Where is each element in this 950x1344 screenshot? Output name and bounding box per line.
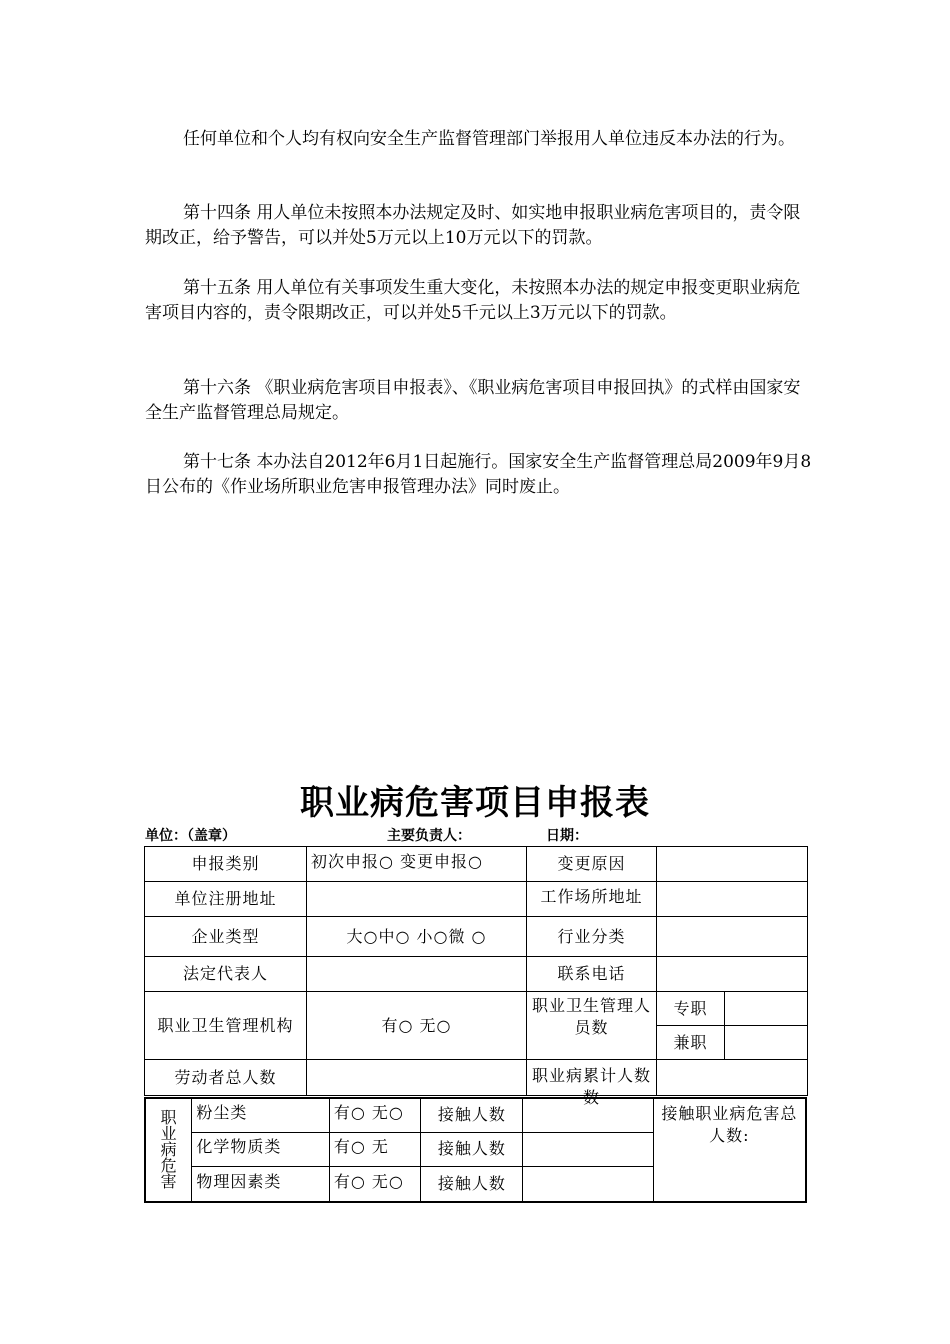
label-part-time: 兼职 (657, 1026, 725, 1060)
paragraph-article-14 (145, 201, 815, 251)
contact-count-field[interactable] (523, 1166, 653, 1202)
hazard-choice-text: 有○ 无○ (333, 1103, 404, 1123)
hazard-name (192, 1132, 329, 1166)
hazard-choice-text: 有○ 无○ (333, 1171, 404, 1191)
health-staff-text: 职业卫生管理人员数 (531, 995, 651, 1037)
label-workers-total: 劳动者总人数 (145, 1060, 307, 1096)
hazard-choice[interactable] (329, 1166, 421, 1202)
hazard-side-text: 职业病危害 (160, 1108, 177, 1191)
report-type-options[interactable] (307, 847, 527, 882)
hazard-side-label (145, 1098, 192, 1202)
disease-total-field[interactable] (657, 1060, 808, 1096)
label-health-staff (527, 992, 657, 1060)
hazard-name (192, 1166, 329, 1202)
paragraph-text: 任何单位和个人均有权向安全生产监督管理部门举报用人单位违反本办法的行为。 (183, 129, 795, 149)
label-reg-address: 单位注册地址 (145, 882, 307, 917)
label-industry: 行业分类 (527, 917, 657, 957)
phone-field[interactable] (657, 957, 808, 992)
hazard-choice[interactable] (329, 1132, 421, 1166)
label-health-org: 职业卫生管理机构 (145, 992, 307, 1060)
date-label: 日期： (546, 828, 588, 844)
workers-total-field[interactable] (307, 1060, 527, 1096)
label-report-type: 申报类别 (145, 847, 307, 882)
label-disease-total (527, 1060, 657, 1107)
health-org-options[interactable]: 有○ 无○ (307, 992, 527, 1060)
reg-address-field[interactable] (307, 882, 527, 917)
paragraph-article-16 (145, 376, 815, 426)
label-legal-rep: 法定代表人 (145, 957, 307, 992)
paragraph-report-right (145, 127, 815, 152)
label-change-reason: 变更原因 (527, 847, 657, 882)
part-time-field[interactable] (725, 1026, 808, 1060)
hazard-name-text: 化学物质类 (196, 1137, 282, 1156)
hazard-table (144, 1097, 807, 1203)
unit-label: 单位：（盖章） (145, 828, 236, 844)
label-enterprise-type: 企业类型 (145, 917, 307, 957)
change-reason-field[interactable] (657, 847, 808, 882)
industry-field[interactable] (657, 917, 808, 957)
hazard-choice[interactable] (329, 1098, 421, 1132)
hazard-name (192, 1098, 329, 1132)
paragraph-text: 第十四条 用人单位未按照本办法规定及时、如实地申报职业病危害项目的，责令限期改正，给予警告，可以并处5万元以上10万元以下的罚款。 (145, 203, 801, 248)
label-work-address (527, 882, 657, 917)
report-form-table (144, 846, 808, 1107)
label-full-time: 专职 (657, 992, 725, 1026)
hazard-choice-text: 有○ 无 (333, 1137, 389, 1156)
enterprise-type-options[interactable]: 大○中○ 小○微 ○ (307, 917, 527, 957)
hazard-total-label: 接触职业病危害总人数: (661, 1104, 798, 1145)
report-type-value: 初次申报○ 变更申报○ (311, 852, 484, 871)
paragraph-text: 第十五条 用人单位有关事项发生重大变化，未按照本办法的规定申报变更职业病危害项目内容的，责令限期改正，可以并处5千元以上3万元以下的罚款。 (145, 278, 801, 323)
contact-label: 接触人数 (421, 1132, 523, 1166)
hazard-total-cell[interactable] (653, 1098, 806, 1202)
work-address-field[interactable] (657, 882, 808, 917)
paragraph-article-17 (145, 450, 815, 500)
work-address-text: 工作场所地址 (540, 887, 643, 906)
contact-label: 接触人数 (421, 1166, 523, 1202)
paragraph-text: 第十七条 本办法自2012年6月1日起施行。国家安全生产监督管理总局2009年9月8日公布的《作业场所职业危害申报管理办法》同时废止。 (145, 452, 812, 497)
legal-rep-field[interactable] (307, 957, 527, 992)
disease-total-text: 职业病累计人数数 (531, 1065, 651, 1107)
paragraph-article-15 (145, 276, 815, 326)
hazard-name-text: 物理因素类 (196, 1171, 282, 1191)
form-title: 职业病危害项目申报表 (300, 783, 650, 823)
label-phone: 联系电话 (527, 957, 657, 992)
contact-count-field[interactable] (523, 1098, 653, 1132)
contact-label: 接触人数 (421, 1098, 523, 1132)
contact-count-field[interactable] (523, 1132, 653, 1166)
paragraph-text: 第十六条 《职业病危害项目申报表》、《职业病危害项目申报回执》的式样由国家安全生产监督管理总局规定。 (145, 378, 801, 423)
full-time-field[interactable] (725, 992, 808, 1026)
hazard-name-text: 粉尘类 (196, 1103, 248, 1123)
principal-label: 主要负责人： (387, 828, 471, 844)
